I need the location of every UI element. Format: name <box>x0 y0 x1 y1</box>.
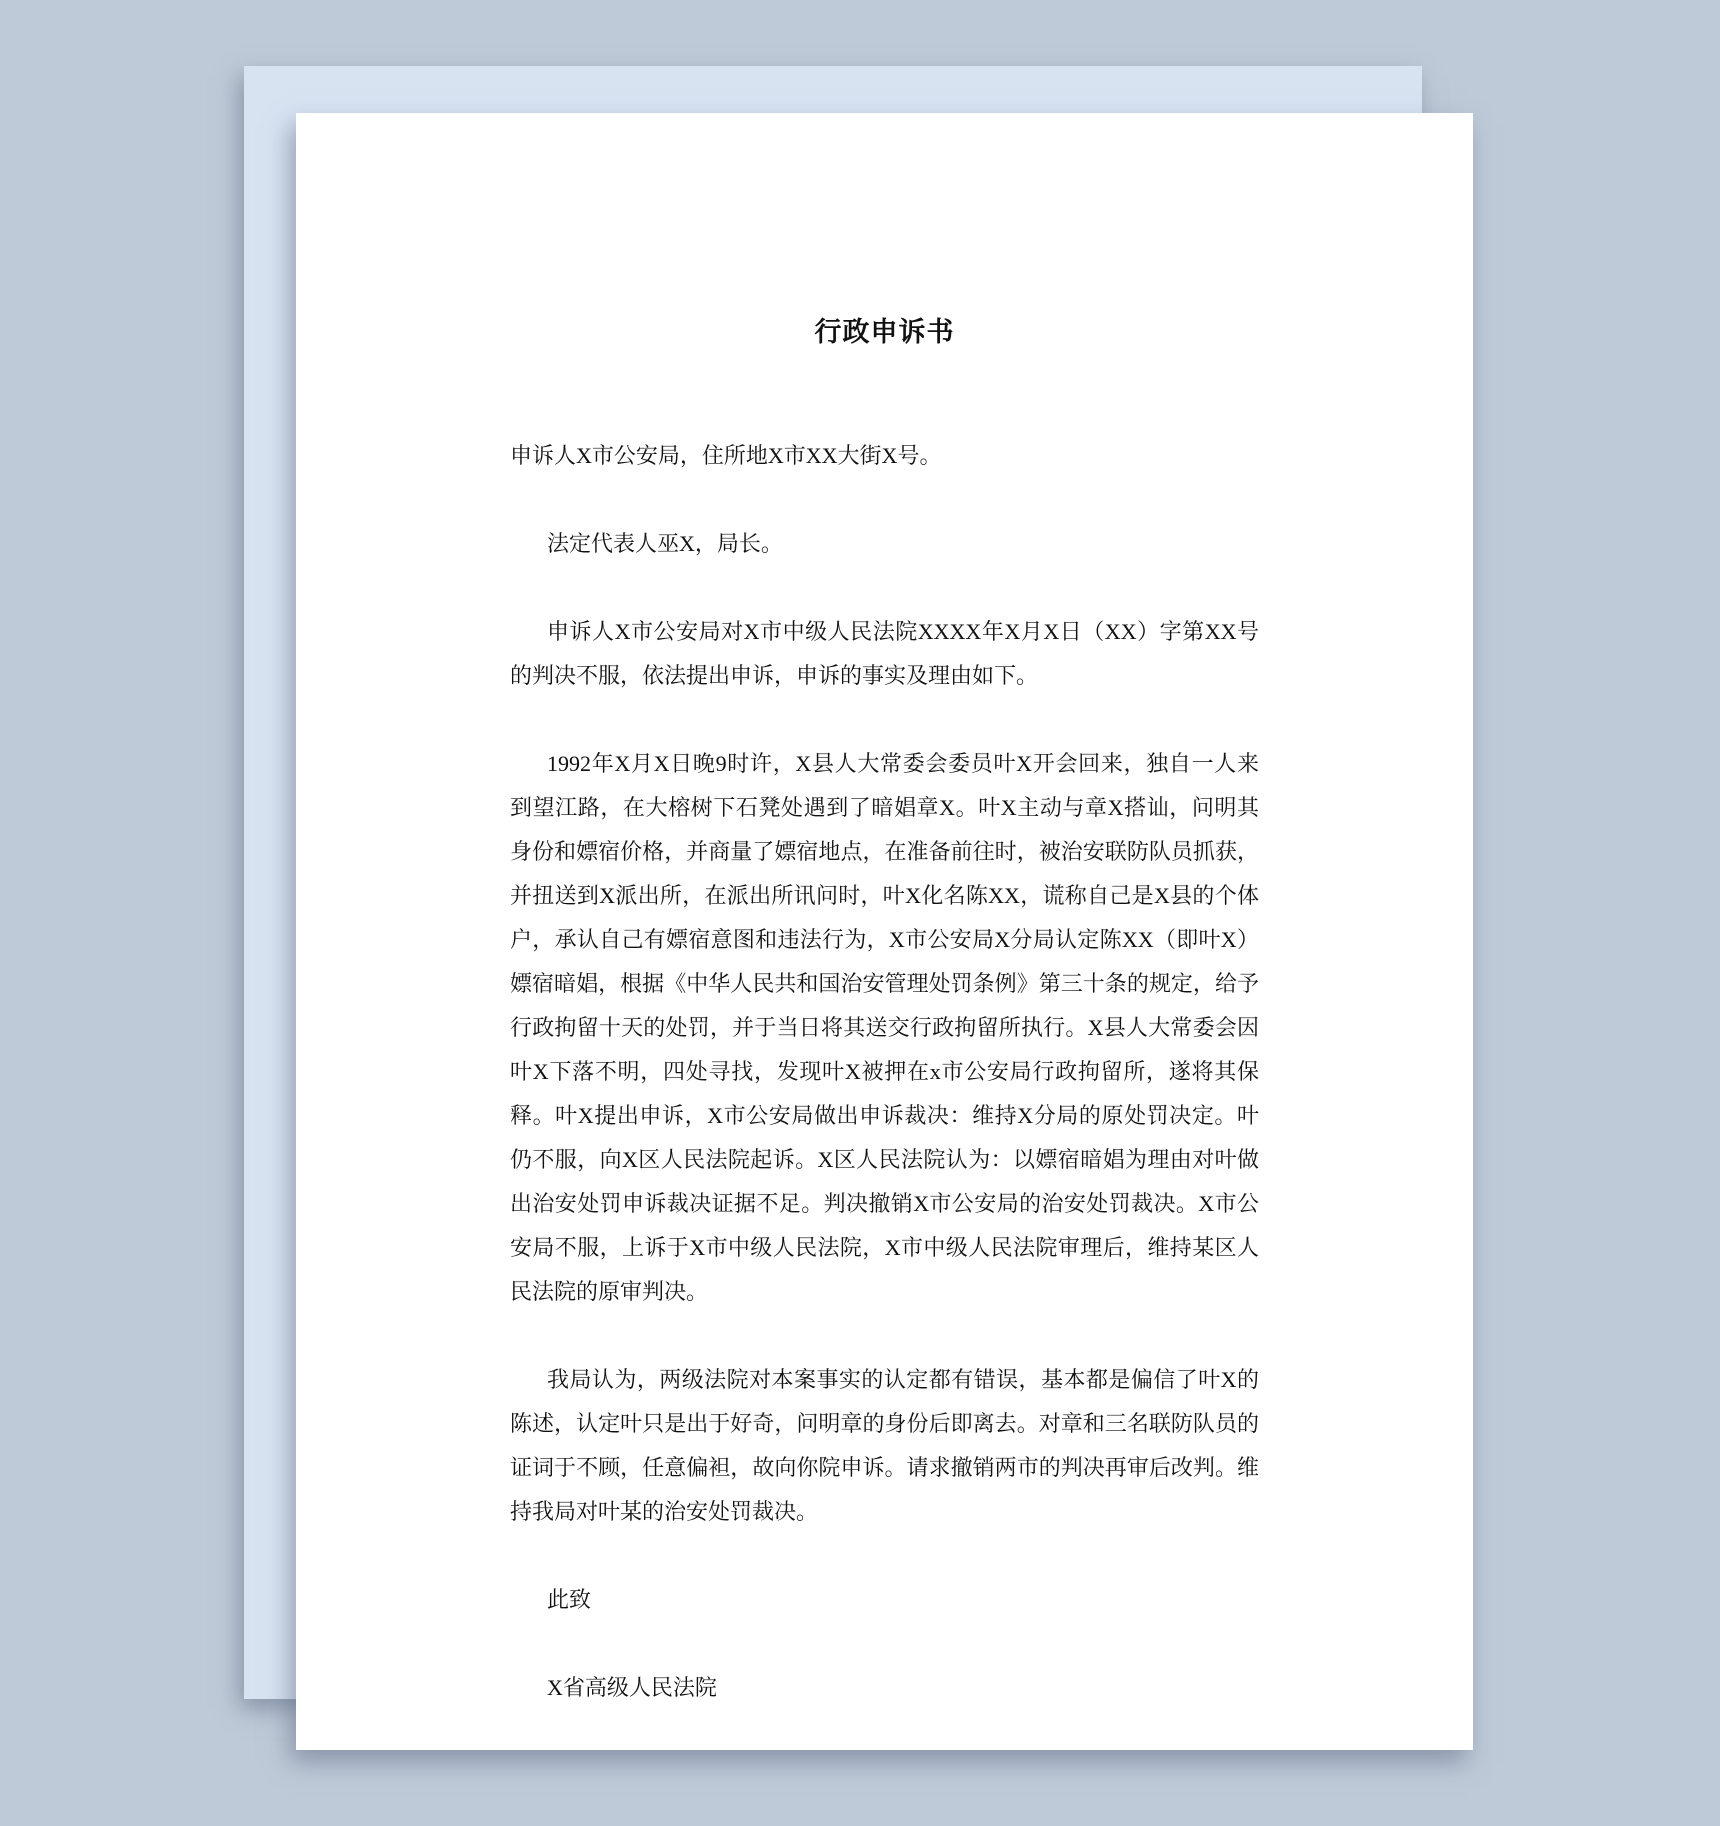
document-page <box>296 113 1473 1750</box>
paragraph: 1992年X月X日晚9时许，X县人大常委会委员叶X开会回来，独自一人来到望江路，在大榕树下石凳处遇到了暗娼章X。叶X主动与章X搭讪，问明其身份和嫖宿价格，并商量了嫖宿地点，在准备前往时，被治安联防队员抓获，并扭送到X派出所，在派出所讯问时，叶X化名陈XX，谎称自己是X县的个体户，承认自己有嫖宿意图和违法行为，X市公安局X分局认定陈XX（即叶X）嫖宿暗娼，根据《中华人民共和国治安管理处罚条例》第三十条的规定，给予行政拘留十天的处罚，并于当日将其送交行政拘留所执行。X县人大常委会因叶X下落不明，四处寻找，发现叶X被押在x市公安局行政拘留所，遂将其保释。叶X提出申诉，X市公安局做出申诉裁决：维持X分局的原处罚决定。叶仍不服，向X区人民法院起诉。X区人民法院认为：以嫖宿暗娼为理由对叶做出治安处罚申诉裁决证据不足。判决撤销X市公安局的治安处罚裁决。X市公安局不服，上诉于X市中级人民法院，X市中级人民法院审理后，维持某区人民法院的原审判决。 <box>510 751 1259 1304</box>
document-title: 行政申诉书 <box>814 317 955 347</box>
paragraph: 此致 <box>547 1587 592 1612</box>
document-body <box>510 434 1259 1710</box>
paragraph: 申诉人X市公安局对X市中级人民法院XXXX年X月X日（XX）字第XX号的判决不服，依法提出申诉，申诉的事实及理由如下。 <box>510 619 1259 688</box>
paragraph: X省高级人民法院 <box>547 1675 717 1700</box>
paragraph: 申诉人X市公安局，住所地X市XX大街X号。 <box>510 443 942 468</box>
paragraph: 法定代表人巫X，局长。 <box>547 531 783 556</box>
paragraph: 我局认为，两级法院对本案事实的认定都有错误，基本都是偏信了叶X的陈述，认定叶只是出于好奇，问明章的身份后即离去。对章和三名联防队员的证词于不顾，任意偏袒，故向你院申诉。请求撤销两市的判决再审后改判。维持我局对叶某的治安处罚裁决。 <box>510 1367 1259 1524</box>
